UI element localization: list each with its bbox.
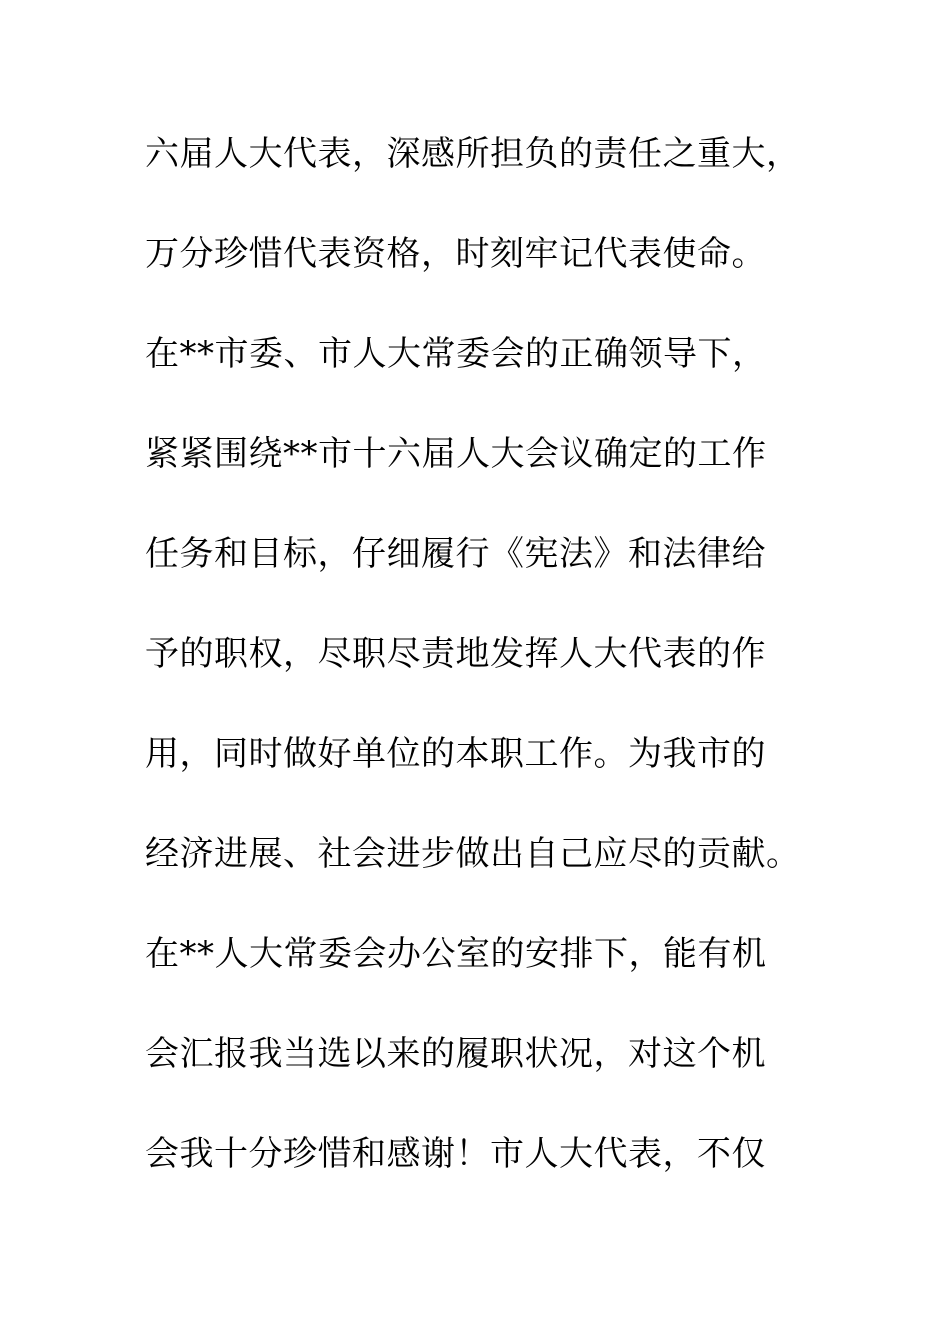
text-line-8: 经济进展、社会进步做出自己应尽的贡献。 xyxy=(145,834,801,874)
text-line-1: 六届人大代表，深感所担负的责任之重大， xyxy=(145,134,801,174)
text-line-4: 紧紧围绕**市十六届人大会议确定的工作 xyxy=(145,434,767,474)
text-line-7: 用，同时做好单位的本职工作。为我市的 xyxy=(145,734,766,774)
body-text xyxy=(145,124,825,1224)
text-line-6: 予的职权，尽职尽责地发挥人大代表的作 xyxy=(145,634,766,674)
text-line-9: 在**人大常委会办公室的安排下，能有机 xyxy=(145,934,767,974)
text-line-2: 万分珍惜代表资格，时刻牢记代表使命。 xyxy=(145,234,766,274)
text-line-3: 在**市委、市人大常委会的正确领导下， xyxy=(145,334,767,374)
text-line-10: 会汇报我当选以来的履职状况，对这个机 xyxy=(145,1034,766,1074)
text-line-5: 任务和目标，仔细履行《宪法》和法律给 xyxy=(145,534,766,574)
text-line-11: 会我十分珍惜和感谢！市人大代表，不仅 xyxy=(145,1134,766,1174)
